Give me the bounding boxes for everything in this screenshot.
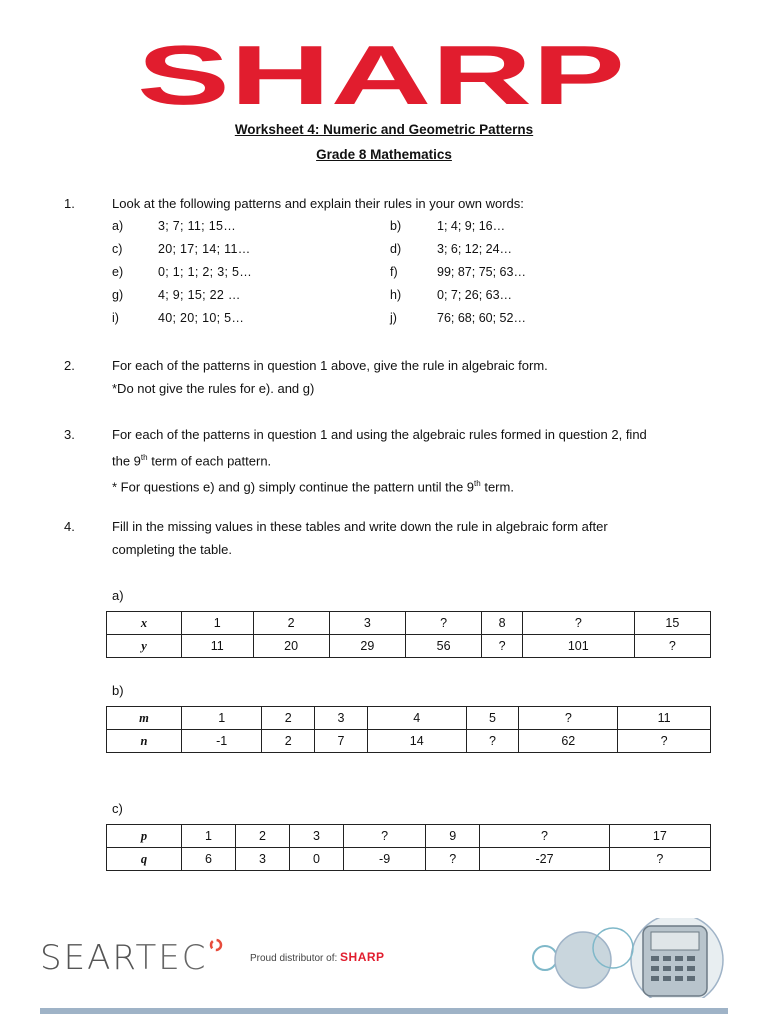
table-cell: 2	[262, 730, 315, 753]
table-label: a)	[112, 588, 124, 603]
question-3-text-part: term.	[480, 479, 514, 495]
question-3-line: For each of the patterns in question 1 and using the algebraic rules formed in question 2, find	[112, 427, 647, 442]
distributor-note	[250, 950, 385, 964]
table-cell: 1	[182, 707, 262, 730]
sharp-logo-text: SHARP	[137, 40, 625, 112]
question-3-number: 3.	[64, 427, 75, 442]
table-label: c)	[112, 801, 123, 816]
question-2-note: *Do not give the rules for e). and g)	[112, 381, 315, 396]
worksheet-title: Worksheet 4: Numeric and Geometric Patterns	[234, 122, 534, 137]
table-row	[107, 635, 711, 658]
question-3-note	[112, 472, 712, 498]
pattern-label: f)	[390, 265, 398, 279]
pattern-sequence: 1; 4; 9; 16…	[437, 219, 506, 233]
table-cell: 2	[253, 612, 329, 635]
pattern-label: a)	[112, 219, 124, 233]
pattern-row	[112, 242, 572, 264]
question-2-number: 2.	[64, 358, 75, 373]
table-cell: 3	[315, 707, 368, 730]
footer-divider	[40, 1008, 728, 1014]
question-2-line: For each of the patterns in question 1 above, give the rule in algebraic form.	[112, 358, 548, 373]
table-header-cell: n	[107, 730, 182, 753]
calculator-screen	[651, 932, 699, 950]
table-cell: 1	[182, 825, 236, 848]
pattern-row	[112, 288, 572, 310]
table-cell: ?	[609, 848, 710, 871]
question-3-line	[112, 446, 712, 472]
seartec-logo	[40, 938, 223, 978]
deco-circle	[555, 932, 611, 988]
table-row	[107, 612, 711, 635]
table-row	[107, 707, 711, 730]
table-cell: 2	[235, 825, 289, 848]
table-header-cell: q	[107, 848, 182, 871]
pattern-sequence: 40; 20; 10; 5…	[158, 311, 245, 325]
pattern-label: h)	[390, 288, 402, 302]
table-cell: 0	[289, 848, 343, 871]
question-3-text-part: term of each pattern.	[147, 453, 272, 469]
table-cell: ?	[522, 612, 634, 635]
table-cell: 62	[519, 730, 618, 753]
pattern-label: b)	[390, 219, 402, 233]
table-cell: 8	[482, 612, 523, 635]
question-4-text	[112, 515, 712, 561]
pattern-table-c	[106, 824, 711, 871]
table-cell: ?	[482, 635, 523, 658]
table-cell: 15	[634, 612, 710, 635]
table-cell: ?	[618, 730, 711, 753]
calculator-circles-graphic	[525, 918, 725, 998]
table-cell: ?	[426, 848, 480, 871]
seartec-logo-part: SEAR	[40, 938, 136, 978]
table-cell: 3	[329, 612, 405, 635]
table-cell: 4	[367, 707, 466, 730]
table-header-cell: x	[107, 612, 182, 635]
table-cell: 3	[235, 848, 289, 871]
pattern-table-a	[106, 611, 711, 658]
pattern-sequence: 3; 6; 12; 24…	[437, 242, 513, 256]
table-cell: ?	[466, 730, 519, 753]
table-cell: 11	[182, 635, 254, 658]
table-cell: 14	[367, 730, 466, 753]
table-label: b)	[112, 683, 124, 698]
deco-circle	[533, 946, 557, 970]
table-cell: 9	[426, 825, 480, 848]
grade-subtitle: Grade 8 Mathematics	[316, 147, 452, 162]
seartec-mark-icon	[209, 938, 223, 952]
pattern-sequence: 99; 87; 75; 63…	[437, 265, 526, 279]
question-4-line: Fill in the missing values in these tables and write down the rule in algebraic form after	[112, 519, 608, 534]
pattern-label: j)	[390, 311, 397, 325]
question-4-number: 4.	[64, 519, 75, 534]
table-cell: -9	[343, 848, 425, 871]
pattern-label: c)	[112, 242, 123, 256]
pattern-sequence: 0; 1; 1; 2; 3; 5…	[158, 265, 253, 279]
table-cell: 101	[522, 635, 634, 658]
table-header-cell: m	[107, 707, 182, 730]
pattern-sequence: 0; 7; 26; 63…	[437, 288, 513, 302]
table-row	[107, 825, 711, 848]
seartec-logo-part: TEC	[135, 938, 208, 978]
table-row	[107, 730, 711, 753]
question-3-text	[112, 423, 712, 499]
table-cell: ?	[480, 825, 610, 848]
table-cell: 2	[262, 707, 315, 730]
question-1-text: Look at the following patterns and explain their rules in your own words:	[112, 196, 524, 211]
table-cell: 17	[609, 825, 710, 848]
pattern-sequence: 4; 9; 15; 22 …	[158, 288, 241, 302]
distributor-text: Proud distributor of:	[250, 953, 338, 964]
table-row	[107, 848, 711, 871]
table-cell: -27	[480, 848, 610, 871]
pattern-sequence: 3; 7; 11; 15…	[158, 219, 237, 233]
table-cell: ?	[634, 635, 710, 658]
superscript: th	[474, 479, 481, 489]
table-cell: 7	[315, 730, 368, 753]
pattern-label: e)	[112, 265, 124, 279]
table-cell: 6	[182, 848, 236, 871]
pattern-table-b	[106, 706, 711, 753]
table-cell: ?	[343, 825, 425, 848]
pattern-sequence: 20; 17; 14; 11…	[158, 242, 251, 256]
pattern-row	[112, 311, 572, 333]
table-cell: 3	[289, 825, 343, 848]
table-header-cell: p	[107, 825, 182, 848]
question-4-line: completing the table.	[112, 542, 232, 557]
table-cell: ?	[405, 612, 481, 635]
distributor-brand: SHARP	[340, 950, 385, 964]
table-cell: -1	[182, 730, 262, 753]
question-3-text-part: * For questions e) and g) simply continue the pattern until the 9	[112, 479, 475, 495]
pattern-row	[112, 219, 572, 241]
table-cell: 11	[618, 707, 711, 730]
question-1-number: 1.	[64, 196, 75, 211]
pattern-label: g)	[112, 288, 124, 302]
table-cell: ?	[519, 707, 618, 730]
question-3-text-part: the 9	[112, 453, 141, 469]
superscript: th	[140, 453, 148, 462]
sharp-logo	[135, 40, 627, 112]
table-header-cell: y	[107, 635, 182, 658]
table-cell: 29	[329, 635, 405, 658]
question-2-text	[112, 354, 712, 400]
pattern-sequence: 76; 68; 60; 52…	[437, 311, 526, 325]
pattern-label: d)	[390, 242, 402, 256]
table-cell: 5	[466, 707, 519, 730]
table-cell: 20	[253, 635, 329, 658]
table-cell: 1	[182, 612, 254, 635]
table-cell: 56	[405, 635, 481, 658]
pattern-row	[112, 265, 572, 287]
pattern-label: i)	[112, 311, 119, 325]
